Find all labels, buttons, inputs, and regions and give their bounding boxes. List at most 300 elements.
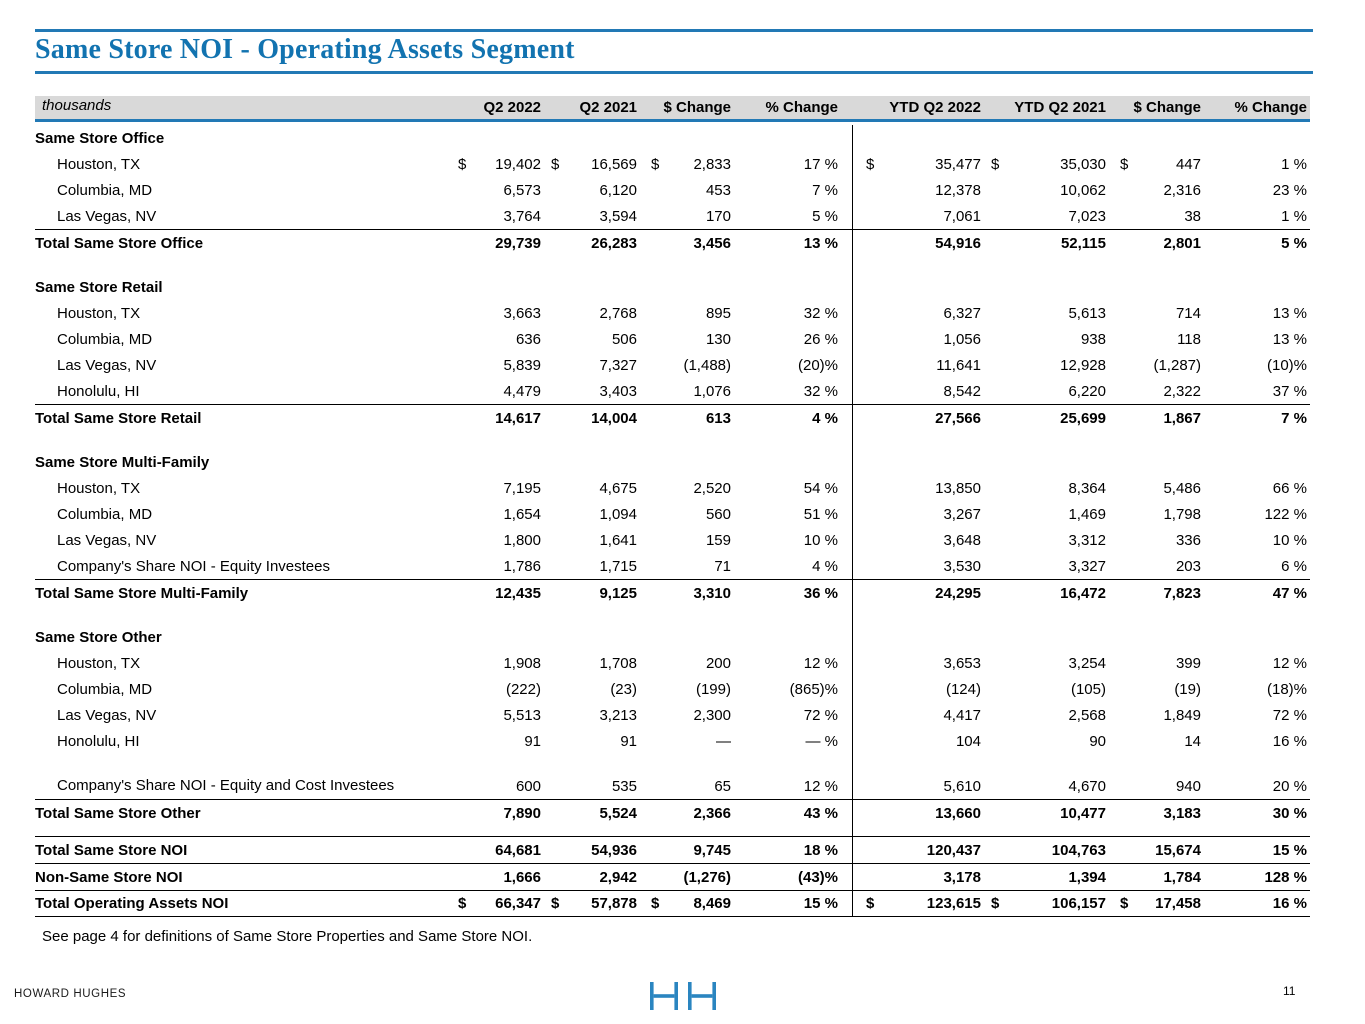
cell-value: 399 [1175,655,1201,672]
value-cell [986,842,1111,863]
value-cell [546,156,642,177]
cell-value: 106,157 [1051,895,1106,912]
value-cell [546,733,642,754]
cell-value: 57,878 [591,895,637,912]
value-cell [546,383,642,404]
value-cell [546,655,642,676]
cell-value: (20)% [797,357,838,374]
value-cell [986,305,1111,326]
row-label: Same Store Retail [35,279,163,296]
value-cell [986,895,1111,916]
cell-value: 123,615 [926,895,981,912]
section-header-row [35,624,1310,650]
value-cell [986,182,1111,203]
value-cell [455,357,546,378]
cell-value: 38 [1184,208,1201,225]
value-cell [986,655,1111,676]
value-cell [1111,707,1206,728]
value-cell [546,778,642,799]
value-cell [455,805,546,826]
cell-value: 16 % [1272,733,1307,750]
cell-value: 1,784 [1163,869,1201,886]
row-label-cell [35,733,455,754]
row-label: Non-Same Store NOI [35,869,183,886]
value-cell [986,383,1111,404]
value-cell [455,383,546,404]
value-cell [986,506,1111,527]
table-header-row [35,96,1310,122]
row-label-cell [35,410,455,431]
cell-value: 14 [1184,733,1201,750]
value-cell [1111,842,1206,863]
data-row [35,326,1310,352]
row-label: Las Vegas, NV [57,532,157,549]
value-cell [1111,182,1206,203]
cell-value: 1 % [1281,156,1307,173]
cell-value: 54,936 [591,842,637,859]
cell-value: 1,056 [943,331,981,348]
value-cell [736,383,852,404]
value-cell [1206,383,1310,404]
cell-value: 32 % [803,383,838,400]
cell-value: 15,674 [1155,842,1201,859]
data-row [35,177,1310,203]
value-cell [1206,895,1310,916]
row-label: Total Same Store NOI [35,842,188,859]
cell-value: (10)% [1266,357,1307,374]
cell-value: 3,310 [693,585,731,602]
cell-value: 1,469 [1068,506,1106,523]
cell-value: 24,295 [935,585,981,602]
data-row [35,702,1310,728]
value-cell [455,480,546,501]
value-cell [852,532,986,553]
cell-value: 71 [714,558,731,575]
value-cell [1206,506,1310,527]
cell-value: 3,648 [943,532,981,549]
row-label: Houston, TX [57,655,141,672]
cell-value: 2,568 [1068,707,1106,724]
cell-value: 66 % [1272,480,1307,497]
value-cell [736,681,852,702]
cell-value: 2,300 [693,707,731,724]
value-cell [455,156,546,177]
cell-value: 4,479 [503,383,541,400]
row-label-cell [35,279,455,300]
cell-value: 91 [524,733,541,750]
column-header-ytd-q2-2022: YTD Q2 2022 [889,99,981,116]
cell-value: 1 % [1281,208,1307,225]
value-cell [986,869,1111,890]
cell-value: 12 % [803,778,838,795]
value-cell [852,182,986,203]
row-label-cell [35,357,455,378]
value-cell [1206,410,1310,431]
cell-value: 18 % [803,842,838,859]
cell-value: (43)% [797,869,838,886]
cell-value: 47 % [1272,585,1307,602]
value-cell [736,410,852,431]
cell-value: 1,708 [599,655,637,672]
cell-value: 118 [1177,331,1201,348]
value-cell [852,383,986,404]
row-label-cell [35,305,455,326]
cell-value: — [716,733,731,750]
cell-value: (199) [695,681,731,698]
data-row [35,151,1310,177]
cell-value: 10 % [803,532,838,549]
value-cell [1111,733,1206,754]
row-label: Las Vegas, NV [57,208,157,225]
total-row [35,229,1310,256]
dollar-sign: $ [651,156,660,173]
value-cell [642,585,736,606]
cell-value: (1,488) [683,357,731,374]
title-underline-rule [35,71,1313,74]
value-cell [736,305,852,326]
row-label-cell [35,655,455,676]
value-cell [642,805,736,826]
cell-value: 2,520 [693,480,731,497]
cell-value: 6,573 [503,182,541,199]
page-title: Same Store NOI - Operating Assets Segment [35,34,575,65]
value-cell [455,208,546,229]
cell-value: 7 % [812,182,838,199]
value-cell [1111,357,1206,378]
value-cell [455,305,546,326]
value-cell [852,895,986,916]
dollar-sign: $ [551,895,560,912]
cell-value: 6,120 [599,182,637,199]
value-cell [1111,208,1206,229]
value-cell [1111,480,1206,501]
data-row [35,527,1310,553]
cell-value: 16,569 [591,156,637,173]
row-label-cell [35,585,455,606]
value-cell [1206,869,1310,890]
value-cell [642,869,736,890]
row-label: Houston, TX [57,305,141,322]
value-cell [736,357,852,378]
cell-value: 13,660 [935,805,981,822]
value-cell [736,331,852,352]
dollar-sign: $ [866,156,875,173]
value-cell [852,305,986,326]
row-label-cell [35,331,455,352]
cell-value: 3,530 [943,558,981,575]
data-row [35,300,1310,326]
value-cell [455,585,546,606]
cell-value: 3,312 [1068,532,1106,549]
value-cell [546,410,642,431]
cell-value: 12 % [1272,655,1307,672]
cell-value: 20 % [1272,778,1307,795]
value-cell [642,410,736,431]
row-label: Columbia, MD [57,182,153,199]
cell-value: 26,283 [591,235,637,252]
value-cell [736,532,852,553]
cell-value: 506 [611,331,637,348]
row-label: Company's Share NOI - Equity and Cost Investees [57,777,395,794]
cell-value: 7,195 [503,480,541,497]
value-cell [642,305,736,326]
cell-value: 6 % [1281,558,1307,575]
value-cell [852,681,986,702]
value-cell [986,778,1111,799]
dollar-sign: $ [458,156,467,173]
cell-value: 43 % [803,805,838,822]
value-cell [642,558,736,579]
cell-value: 23 % [1272,182,1307,199]
value-cell [852,733,986,754]
cell-value: 7,061 [943,208,981,225]
cell-value: 17 % [803,156,838,173]
cell-value: (865)% [789,681,838,698]
cell-value: 52,115 [1060,235,1106,252]
value-cell [546,357,642,378]
value-cell [1206,182,1310,203]
cell-value: 170 [705,208,731,225]
value-cell [546,707,642,728]
row-label-cell [35,842,455,863]
value-cell [1206,778,1310,799]
cell-value: 54,916 [935,235,981,252]
section-gap [35,606,1310,624]
cell-value: (1,276) [683,869,731,886]
section-gap [35,826,1310,836]
value-cell [852,410,986,431]
cell-value: 3,653 [943,655,981,672]
cell-value: 613 [705,410,731,427]
row-label-cell [35,558,455,579]
value-cell [986,480,1111,501]
cell-value: 7 % [1281,410,1307,427]
value-cell [546,869,642,890]
cell-value: 12,378 [935,182,981,199]
cell-value: 2,942 [599,869,637,886]
cell-value: 3,764 [503,208,541,225]
unit-label: thousands [42,97,112,114]
value-cell [736,235,852,256]
value-cell [1206,585,1310,606]
value-cell [546,480,642,501]
row-label-cell [35,707,455,728]
column-header-ytd-pct-change: % Change [1234,99,1307,116]
value-cell [642,357,736,378]
row-label: Total Operating Assets NOI [35,895,229,912]
cell-value: 453 [705,182,731,199]
value-cell [852,869,986,890]
value-cell [546,585,642,606]
total-row [35,799,1310,826]
cell-value: 10,062 [1060,182,1106,199]
cell-value: 6,327 [943,305,981,322]
section-gap [35,256,1310,274]
cell-value: 203 [1175,558,1201,575]
cell-value: 5,613 [1068,305,1106,322]
value-cell [455,842,546,863]
cell-value: 26 % [803,331,838,348]
hh-logo-icon [650,982,716,1010]
cell-value: 27,566 [935,410,981,427]
cell-value: 2,322 [1163,383,1201,400]
cell-value: 4,675 [599,480,637,497]
column-header-ytd-q2-2021: YTD Q2 2021 [1014,99,1106,116]
cell-value: 9,125 [599,585,637,602]
cell-value: 1,654 [503,506,541,523]
cell-value: 2,768 [599,305,637,322]
cell-value: 14,004 [591,410,637,427]
cell-value: 5,486 [1163,480,1201,497]
cell-value: 10,477 [1060,805,1106,822]
cell-value: 5,513 [503,707,541,724]
cell-value: (18)% [1266,681,1307,698]
cell-value: 30 % [1272,805,1307,822]
value-cell [1111,305,1206,326]
value-cell [455,655,546,676]
value-cell [546,558,642,579]
cell-value: 3,213 [599,707,637,724]
cell-value: 1,094 [599,506,637,523]
value-cell [852,558,986,579]
value-cell [1206,681,1310,702]
cell-value: (23) [610,681,637,698]
cell-value: 10 % [1272,532,1307,549]
footnote: See page 4 for definitions of Same Store Properties and Same Store NOI. [42,928,533,945]
row-label-cell [35,480,455,501]
value-cell [852,235,986,256]
value-cell [986,558,1111,579]
cell-value: 636 [515,331,541,348]
cell-value: 1,666 [503,869,541,886]
cell-value: 8,364 [1068,480,1106,497]
cell-value: 64,681 [495,842,541,859]
cell-value: 560 [705,506,731,523]
value-cell [1206,331,1310,352]
cell-value: 3,183 [1163,805,1201,822]
value-cell [546,895,642,916]
cell-value: — % [805,733,838,750]
value-cell [642,480,736,501]
cell-value: 35,477 [935,156,981,173]
cell-value: 36 % [803,585,838,602]
value-cell [986,208,1111,229]
cell-value: 535 [611,778,637,795]
value-cell [736,558,852,579]
value-cell [546,532,642,553]
value-cell [455,558,546,579]
cell-value: 15 % [803,895,838,912]
value-cell [455,707,546,728]
value-cell [546,805,642,826]
value-cell [986,410,1111,431]
data-row [35,475,1310,501]
cell-value: 51 % [803,506,838,523]
value-cell [455,182,546,203]
column-header-dollar-change: $ Change [663,99,731,116]
row-label: Houston, TX [57,156,141,173]
value-cell [455,410,546,431]
section-header-row [35,274,1310,300]
value-cell [1111,156,1206,177]
value-cell [986,331,1111,352]
brand-wordmark: HOWARD HUGHES [14,988,127,1000]
row-label-cell [35,130,455,151]
value-cell [986,681,1111,702]
row-label: Honolulu, HI [57,733,140,750]
value-cell [852,480,986,501]
cell-value: 3,663 [503,305,541,322]
value-cell [642,331,736,352]
cell-value: 16 % [1272,895,1307,912]
dollar-sign: $ [551,156,560,173]
cell-value: 2,316 [1163,182,1201,199]
cell-value: 1,849 [1163,707,1201,724]
cell-value: 7,023 [1068,208,1106,225]
dollar-sign: $ [991,895,1000,912]
value-cell [1111,778,1206,799]
cell-value: 16,472 [1060,585,1106,602]
row-label-cell [35,182,455,203]
value-cell [1206,235,1310,256]
cell-value: 938 [1080,331,1106,348]
cell-value: 13 % [803,235,838,252]
total-row [35,863,1310,890]
cell-value: 12,928 [1060,357,1106,374]
cell-value: 12 % [803,655,838,672]
cell-value: 8,542 [943,383,981,400]
cell-value: 1,867 [1163,410,1201,427]
row-label-cell [35,235,455,256]
row-label: Total Same Store Retail [35,410,202,427]
value-cell [852,778,986,799]
cell-value: 104 [955,733,981,750]
value-cell [1111,506,1206,527]
value-cell [736,182,852,203]
value-cell [852,655,986,676]
cell-value: 65 [714,778,731,795]
cell-value: 14,617 [495,410,541,427]
cell-value: 13,850 [935,480,981,497]
value-cell [642,532,736,553]
cell-value: 5 % [1281,235,1307,252]
value-cell [1111,532,1206,553]
row-label: Columbia, MD [57,681,153,698]
value-cell [642,506,736,527]
value-cell [546,681,642,702]
cell-value: 1,641 [599,532,637,549]
column-header-q2-2022: Q2 2022 [483,99,541,116]
data-row [35,501,1310,527]
row-label: Total Same Store Office [35,235,204,252]
value-cell [986,585,1111,606]
cell-value: 12,435 [495,585,541,602]
value-cell [1206,357,1310,378]
cell-value: 7,890 [503,805,541,822]
value-cell [736,733,852,754]
value-cell [1111,558,1206,579]
row-label-cell [35,681,455,702]
value-cell [546,305,642,326]
value-cell [1111,655,1206,676]
cell-value: 72 % [803,707,838,724]
value-cell [455,532,546,553]
value-cell [1111,585,1206,606]
row-label-cell [35,805,455,826]
cell-value: 11,641 [936,357,981,374]
cell-value: 7,327 [599,357,637,374]
cell-value: 90 [1089,733,1106,750]
